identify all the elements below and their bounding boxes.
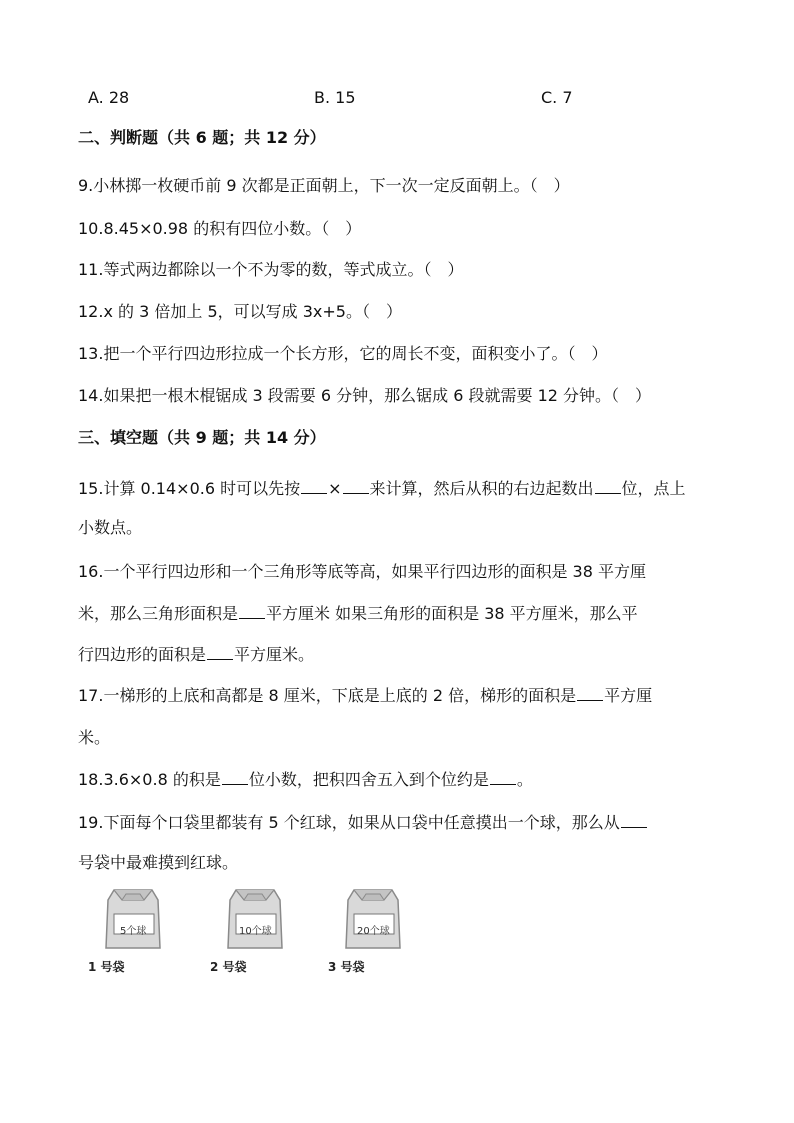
bags-illustration [88,886,418,981]
answer-blank[interactable] [301,479,327,494]
question-19-line1 [78,813,648,833]
answer-blank[interactable] [222,770,248,785]
question-16-line1: 16.一个平行四边形和一个三角形等底等高，如果平行四边形的面积是 38 平方厘 [78,562,646,581]
answer-blank[interactable] [595,479,621,494]
question-15-line1 [78,479,686,499]
option-c: C. 7 [541,88,573,107]
question-17-line1 [78,686,652,706]
question-14: 14.如果把一根木棍锯成 3 段需要 6 分钟，那么锯成 6 段就需要 12 分钟。（ ） [78,386,652,405]
q18-text-1: 18.3.6×0.8 的积是 [78,770,221,789]
bag-3 [328,886,418,981]
option-b: B. 15 [314,88,356,107]
question-17-line2: 米。 [78,728,111,747]
option-a: A. 28 [88,88,130,107]
answer-blank[interactable] [239,604,265,619]
q19-text-1: 19.下面每个口袋里都装有 5 个红球，如果从口袋中任意摸出一个球，那么从 [78,813,620,832]
q15-text-2: × [328,479,342,498]
question-13: 13.把一个平行四边形拉成一个长方形，它的周长不变，面积变小了。（ ） [78,344,608,363]
bag-2 [210,886,300,981]
question-15-line2: 小数点。 [78,518,143,537]
answer-blank[interactable] [343,479,369,494]
question-18 [78,770,533,790]
bag-icon [102,886,164,952]
bag-icon [342,886,404,952]
q16-text-4: 平方厘米。 [234,645,315,664]
question-10: 10.8.45×0.98 的积有四位小数。（ ） [78,219,362,238]
q16-text-2: 平方厘米 如果三角形的面积是 38 平方厘米，那么平 [266,604,638,623]
bag-2-label: 2 号袋 [210,960,247,974]
q15-text-3: 来计算，然后从积的右边起数出 [369,479,594,498]
question-16-line2 [78,604,638,624]
bag-icon [224,886,286,952]
answer-blank[interactable] [577,686,603,701]
q16-text-3: 行四边形的面积是 [78,645,207,664]
answer-blank[interactable] [490,770,516,785]
answer-blank[interactable] [621,813,647,828]
section2-heading: 二、判断题（共 6 题；共 12 分） [78,128,326,147]
bag-3-label: 3 号袋 [328,960,365,974]
question-19-line2: 号袋中最难摸到红球。 [78,853,239,872]
q18-text-3: 。 [516,770,533,789]
q17-text-2: 平方厘 [604,686,653,705]
question-11: 11.等式两边都除以一个不为零的数，等式成立。（ ） [78,260,464,279]
bag-1-label: 1 号袋 [88,960,125,974]
bag-1-count: 5个球 [120,926,147,937]
q17-text-1: 17.一梯形的上底和高都是 8 厘米，下底是上底的 2 倍，梯形的面积是 [78,686,577,705]
section3-heading: 三、填空题（共 9 题；共 14 分） [78,428,326,447]
bag-1 [88,886,178,981]
q18-text-2: 位小数，把积四舍五入到个位约是 [248,770,489,789]
bag-2-count: 10个球 [239,926,272,937]
q16-text-1: 米，那么三角形面积是 [78,604,239,623]
answer-blank[interactable] [207,645,233,660]
question-12: 12.x 的 3 倍加上 5，可以写成 3x+5。（ ） [78,302,402,321]
question-16-line3 [78,645,314,665]
q15-text-4: 位，点上 [621,479,686,498]
bag-3-count: 20个球 [357,926,390,937]
q15-text-1: 15.计算 0.14×0.6 时可以先按 [78,479,301,498]
question-9: 9.小林掷一枚硬币前 9 次都是正面朝上，下一次一定反面朝上。（ ） [78,176,570,195]
